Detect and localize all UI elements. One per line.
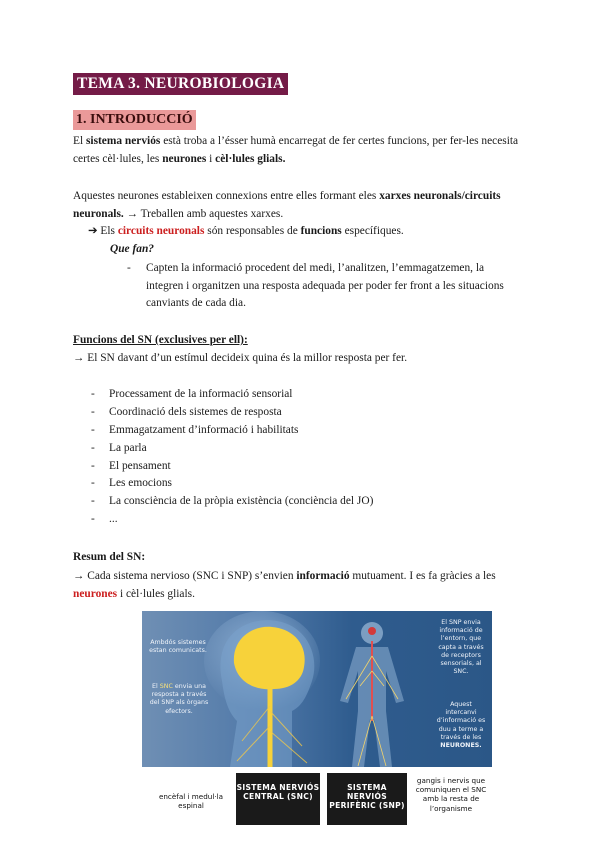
list-item: - Coordinació dels sistemes de resposta	[91, 404, 373, 422]
figure-text-exchange: Aquest intercanvi d’informació es duu a terme a través de les NEURONES.	[436, 701, 486, 750]
resum-heading: Resum del SN:	[73, 551, 146, 563]
brain-icon	[234, 627, 305, 690]
neurons-paragraph: Aquestes neurones estableixen connexions entre elles formant eles xarxes neuronals/circuits neuronals. → Treballen amb aquestes xarxes.	[73, 190, 501, 220]
circuits-bullet: ➔ Els circuits neuronals són responsables de funcions específiques.	[88, 225, 404, 237]
dash-marker: -	[127, 262, 131, 274]
caption-encefal: encèfal i medul·la espinal	[158, 792, 224, 811]
caption-gangis: gangis i nervis que comuniquen el SNC amb la resta de l’organisme	[415, 776, 487, 813]
figure-text-snc-response: El SNC envia una resposta a través del SNP als òrgans efectors.	[149, 683, 209, 715]
list-item: - ...	[91, 511, 373, 529]
intro-paragraph: El sistema nerviós està troba a l’ésser humà encarregat de fer certes funcions, per fer-les necesita certes cèl·lules, les neurones i cèl·lules glials.	[73, 135, 519, 165]
nervous-system-figure	[142, 611, 492, 767]
funcions-lead: → El SN davant d’un estímul decideix quina és la millor resposta per fer.	[73, 352, 408, 364]
list-item: - Emmagatzament d’informació i habilitats	[91, 422, 373, 440]
list-item: - La consciència de la pròpia existència (conciència del JO)	[91, 493, 373, 511]
funcions-heading: Funcions del SN (exclusives per ell):	[73, 334, 248, 346]
list-item: - El pensament	[91, 458, 373, 476]
list-item: - Les emocions	[91, 475, 373, 493]
figure-text-both-communicated: Ambdós sistemes estan comunicats.	[149, 639, 207, 655]
figure-text-snp-sends: El SNP envia informació de l’entorn, que capta a través de receptors sensorials, al SNC.	[438, 619, 484, 676]
list-item: - La parla	[91, 440, 373, 458]
arrow-bullet-icon: ➔	[88, 225, 98, 237]
resum-paragraph: → Cada sistema nervioso (SNC i SNP) s’envien informació mutuament. I es fa gràcies a les neurones i cèl·lules glials.	[73, 570, 496, 600]
label-snp: SISTEMA NERVIÓS PERIFÈRIC (SNP)	[327, 773, 407, 825]
page-title: TEMA 3. NEUROBIOLOGIA	[73, 73, 288, 95]
list-item: - Processament de la informació sensorial	[91, 386, 373, 404]
section-heading-introduccio: 1. INTRODUCCIÓ	[73, 110, 196, 130]
que-fan-question: Que fan?	[110, 243, 154, 255]
que-fan-answer: Capten la informació procedent del medi, l’analitzen, l’emmagatzemen, la integren i organitzen una resposta adequada per poder fer front a les situacions canviants de cada dia.	[146, 262, 504, 310]
funcions-list	[91, 386, 373, 529]
label-snc: SISTEMA NERVIÓS CENTRAL (SNC)	[236, 773, 320, 825]
